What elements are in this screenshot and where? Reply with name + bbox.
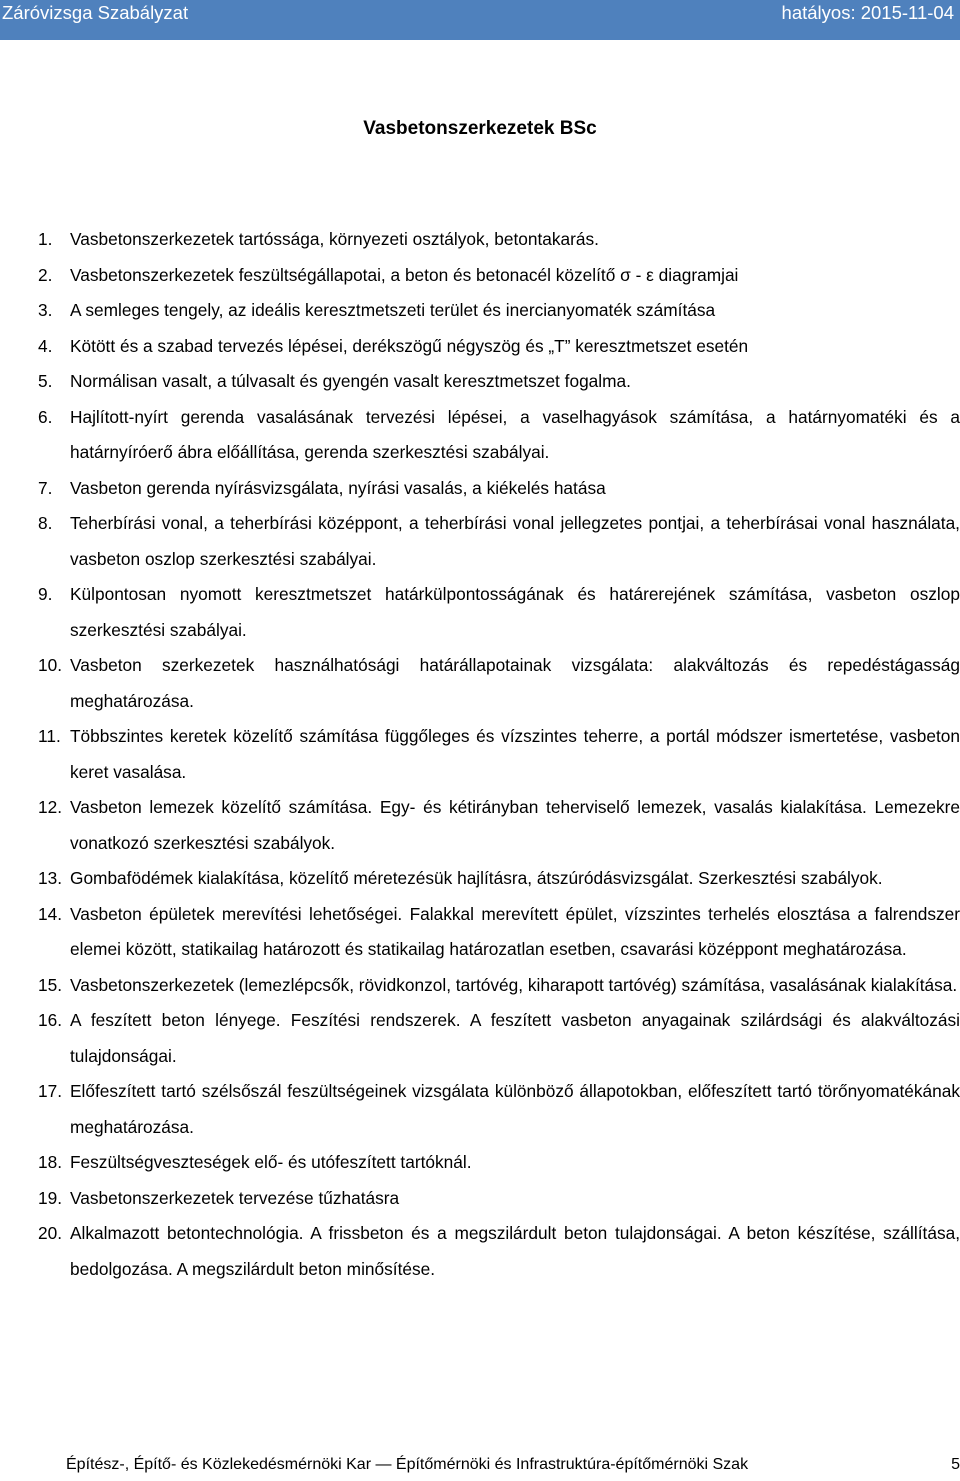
page-number: 5 [951,1456,960,1473]
list-item-text: Vasbetonszerkezetek tervezése tűzhatásra [70,1187,400,1208]
list-item-text: Hajlított-nyírt gerenda vasalásának tervezési lépései, a vaselhagyások számítása, a határnyomatéki és a határnyíróerő ábra előállítása, gerenda szerkesztési szabályai. [70,406,960,462]
list-item-number: 6. [38,406,53,427]
list-item-text: Normálisan vasalt, a túlvasalt és gyengén vasalt keresztmetszet fogalma. [70,371,631,391]
list-item-number: 17. [38,1081,63,1101]
list-item [38,1145,960,1181]
list-item [38,471,960,507]
list-item-number: 9. [38,584,53,604]
list-item [38,293,960,329]
list-item-number: 1. [38,229,53,249]
list-item-text: Vasbetonszerkezetek tartóssága, környezeti osztályok, betontakarás. [70,229,599,249]
list-item-text: Külpontosan nyomott keresztmetszet határkülpontosságának és határerejének számítása, vasbeton oszlop szerkesztési szabályai. [70,584,960,640]
list-item [38,258,960,294]
document-header-title: Záróvizsga Szabályzat [2,2,189,23]
list-item [38,790,960,861]
list-item [38,1181,960,1217]
list-item-text: Gombafödémek kialakítása, közelítő méretezésük hajlításra, átszúródásvizsgálat. Szerkesztési szabályok. [70,868,883,888]
list-item [38,506,960,577]
list-item [38,1003,960,1074]
header-bar [0,0,960,40]
list-item-text: Vasbeton gerenda nyírásvizsgálata, nyírási vasalás, a kiékelés hatása [70,477,606,498]
list-item-number: 11. [38,726,61,746]
list-item-number: 18. [38,1152,63,1172]
list-item-number: 2. [38,264,53,285]
list-item [38,329,960,365]
list-item-number: 7. [38,477,53,498]
list-item-text: Feszültségveszteségek elő- és utófeszített tartóknál. [70,1152,472,1172]
list-item-number: 10. [38,655,63,675]
list-item-text: Vasbetonszerkezetek (lemezlépcsők, rövidkonzol, tartóvég, kiharapott tartóvég) számítása, vasalásának kialakítása. [70,974,958,995]
list-item-number: 4. [38,335,53,356]
list-item-text: A semleges tengely, az ideális keresztmetszeti terület és inercianyomaték számítása [70,300,716,320]
list-item [38,577,960,648]
list-item-number: 16. [38,1010,63,1030]
topic-list [38,222,960,1287]
list-item-number: 3. [38,300,53,320]
list-item [38,719,960,790]
list-item-number: 13. [38,868,63,888]
list-item-number: 19. [38,1187,63,1208]
footer-faculty: Építész-, Építő- és Közlekedésmérnöki Kar — Építőmérnöki és Infrastruktúra-építőmérnöki Szak [66,1456,749,1473]
page-title: Vasbetonszerkezetek BSc [363,118,597,139]
list-item-number: 12. [38,797,63,817]
list-item [38,364,960,400]
list-item [38,648,960,719]
list-item [38,897,960,968]
effective-date: hatályos: 2015-11-04 [781,2,954,23]
list-item [38,400,960,471]
list-item-number: 8. [38,513,53,533]
list-item-text: Kötött és a szabad tervezés lépései, derékszögű négyszög és „T” keresztmetszet esetén [70,335,749,356]
list-item-text: Teherbírási vonal, a teherbírási középpont, a teherbírási vonal jellegzetes pontjai, a teherbírásai vonal használata, vasbeton oszlop szerkesztési szabályai. [70,513,960,569]
list-item-text: A feszített beton lényege. Feszítési rendszerek. A feszített vasbeton anyagainak szilárdsági és alakváltozási tulajdonságai. [70,1010,960,1066]
list-item-number: 15. [38,974,63,995]
list-item-number: 20. [38,1223,63,1243]
list-item [38,222,960,258]
list-item-number: 5. [38,371,53,391]
list-item [38,861,960,897]
list-item-text: Vasbetonszerkezetek feszültségállapotai, a beton és betonacél közelítő σ - ε diagramjai [70,264,739,285]
list-item-text: Vasbeton szerkezetek használhatósági határállapotainak vizsgálata: alakváltozás és repedéstágasság meghatározása. [70,655,960,711]
list-item-text: Vasbeton épületek merevítési lehetőségei. Falakkal merevített épület, vízszintes terhelés elosztása a falrendszer elemei között, statikailag határozott és statikailag határozatlan esetben, csavarási középpont meghatározása. [70,903,960,959]
list-item [38,1074,960,1145]
list-item-text: Többszintes keretek közelítő számítása függőleges és vízszintes teherre, a portál módszer ismertetése, vasbeton keret vasalása. [70,726,960,782]
list-item-number: 14. [38,903,63,924]
list-item [38,968,960,1004]
list-item-text: Előfeszített tartó szélsőszál feszültségeinek vizsgálata különböző állapotokban, előfeszített tartó törőnyomatékának meghatározása. [70,1081,960,1137]
list-item-text: Vasbeton lemezek közelítő számítása. Egy- és kétirányban teherviselő lemezek, vasalás kialakítása. Lemezekre vonatkozó szerkesztési szabályok. [70,797,960,853]
list-item [38,1216,960,1287]
list-item-text: Alkalmazott betontechnológia. A frissbeton és a megszilárdult beton tulajdonságai. A beton készítése, szállítása, bedolgozása. A megszilárdult beton minősítése. [70,1223,960,1279]
